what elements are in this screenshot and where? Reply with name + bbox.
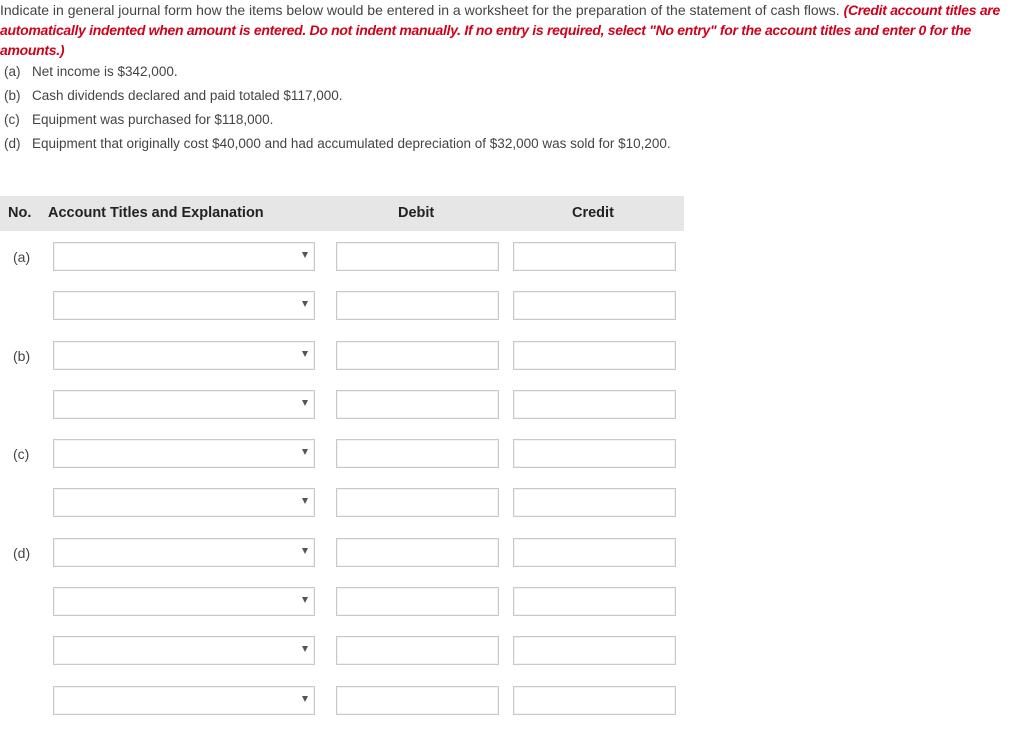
table-row [0,477,684,526]
table-row [0,231,684,280]
table-row [0,576,684,625]
account-title-select[interactable] [53,636,315,665]
chevron-down-icon [302,449,308,455]
credit-input[interactable] [513,291,676,320]
journal-rows [0,231,684,724]
item-text: Equipment was purchased for $118,000. [32,112,274,127]
credit-input[interactable] [513,341,676,370]
account-title-select[interactable] [53,538,315,567]
item-key: (c) [4,112,20,127]
chevron-down-icon [302,400,308,406]
item-text: Cash dividends declared and paid totaled $117,000. [32,88,343,103]
credit-input[interactable] [513,538,676,567]
table-row [0,379,684,428]
instructions-emphasis: (Credit account titles are automatically indented when amount is entered. Do not indent manually. If no entry is required, select "No entry" for the account titles and enter 0 for the amounts.) [0,2,1000,58]
chevron-down-icon [302,498,308,504]
chevron-down-icon [302,597,308,603]
journal-header [0,196,684,231]
credit-input[interactable] [513,686,676,715]
chevron-down-icon [302,646,308,652]
row-label: (a) [13,249,31,265]
header-account: Account Titles and Explanation [48,205,264,221]
transaction-list [4,60,671,156]
table-row [0,625,684,674]
table-row [0,428,684,477]
table-row [0,330,684,379]
account-title-select[interactable] [53,390,315,419]
list-item [4,60,671,84]
item-text: Equipment that originally cost $40,000 and had accumulated depreciation of $32,000 was sold for $10,200. [32,136,671,151]
row-label: (c) [13,446,30,463]
account-title-select[interactable] [53,439,315,468]
header-credit: Credit [572,205,614,221]
debit-input[interactable] [336,291,499,320]
account-title-select[interactable] [53,291,315,320]
row-label: (b) [13,347,31,364]
chevron-down-icon [302,696,308,702]
account-title-select[interactable] [53,341,315,370]
table-row [0,280,684,329]
credit-input[interactable] [513,242,676,271]
item-text: Net income is $342,000. [32,64,178,79]
credit-input[interactable] [513,636,676,665]
account-title-select[interactable] [53,686,315,715]
chevron-down-icon [302,301,308,307]
account-title-select[interactable] [53,242,315,271]
item-key: (a) [4,64,21,79]
debit-input[interactable] [336,341,499,370]
table-row [0,675,684,724]
table-row [0,527,684,576]
debit-input[interactable] [336,587,499,616]
journal-table [0,196,684,724]
item-key: (d) [4,136,21,151]
credit-input[interactable] [513,439,676,468]
debit-input[interactable] [336,488,499,517]
debit-input[interactable] [336,439,499,468]
credit-input[interactable] [513,488,676,517]
list-item [4,132,671,156]
header-no: No. [8,205,32,221]
credit-input[interactable] [513,390,676,419]
credit-input[interactable] [513,587,676,616]
row-label: (d) [13,544,31,561]
chevron-down-icon [302,548,308,554]
chevron-down-icon [302,252,308,258]
debit-input[interactable] [336,686,499,715]
debit-input[interactable] [336,242,499,271]
debit-input[interactable] [336,636,499,665]
account-title-select[interactable] [53,587,315,616]
account-title-select[interactable] [53,488,315,517]
list-item [4,108,671,132]
item-key: (b) [4,88,21,103]
instructions [0,0,1022,60]
chevron-down-icon [302,351,308,357]
debit-input[interactable] [336,390,499,419]
debit-input[interactable] [336,538,499,567]
instructions-text: Indicate in general journal form how the items below would be entered in a worksheet for the preparation of the statement of cash flows. [0,2,844,18]
header-debit: Debit [398,205,435,221]
list-item [4,84,671,108]
